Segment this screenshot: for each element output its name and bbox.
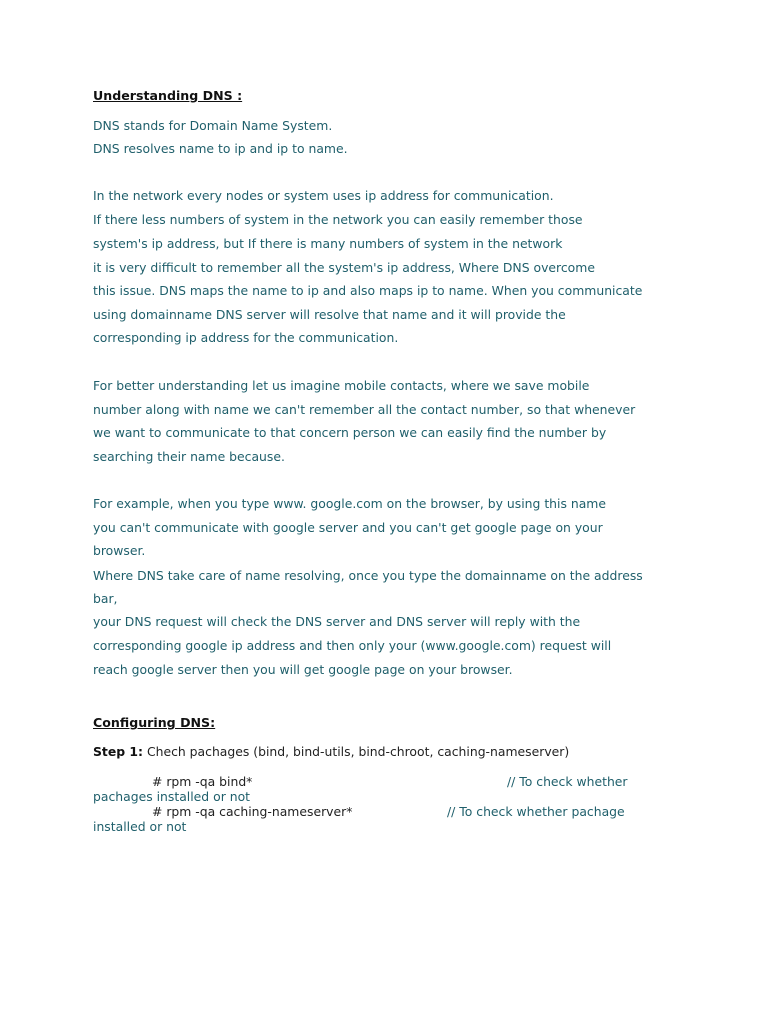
command-comment-wrap: pachages installed or not	[93, 789, 251, 804]
paragraph-line: you can't communicate with google server and you can't get google page on your	[93, 520, 603, 535]
command-rpm-bind: # rpm -qa bind*	[152, 774, 253, 789]
paragraph-line: system's ip address, but If there is many numbers of system in the network	[93, 236, 563, 251]
heading-understanding-dns: Understanding DNS :	[93, 88, 243, 103]
paragraph-line: reach google server then you will get google page on your browser.	[93, 662, 513, 677]
paragraph-line: your DNS request will check the DNS server and DNS server will reply with the	[93, 614, 581, 629]
paragraph-line: we want to communicate to that concern person we can easily find the number by	[93, 425, 607, 440]
paragraph-line: it is very difficult to remember all the system's ip address, Where DNS overcome	[93, 260, 595, 275]
paragraph-line: corresponding google ip address and then only your (www.google.com) request will	[93, 638, 612, 653]
paragraph-line: Where DNS take care of name resolving, once you type the domainname on the address	[93, 568, 643, 583]
paragraph-line: For better understanding let us imagine mobile contacts, where we save mobile	[93, 378, 590, 393]
paragraph-line: corresponding ip address for the communication.	[93, 330, 399, 345]
intro-line: DNS stands for Domain Name System.	[93, 118, 333, 133]
command-rpm-caching-nameserver: # rpm -qa caching-nameserver*	[152, 804, 353, 819]
command-comment: // To check whether	[507, 774, 628, 789]
paragraph-line: this issue. DNS maps the name to ip and also maps ip to name. When you communicate	[93, 283, 643, 298]
paragraph-line: bar,	[93, 591, 118, 606]
paragraph-line: using domainname DNS server will resolve that name and it will provide the	[93, 307, 566, 322]
intro-line: DNS resolves name to ip and ip to name.	[93, 141, 348, 156]
step-1-text: Chech pachages (bind, bind-utils, bind-chroot, caching-nameserver)	[143, 744, 570, 759]
command-comment-wrap: installed or not	[93, 819, 187, 834]
paragraph-line: browser.	[93, 543, 146, 558]
heading-configuring-dns: Configuring DNS:	[93, 715, 216, 730]
paragraph-line: number along with name we can't remember all the contact number, so that whenever	[93, 402, 636, 417]
step-1-label: Step 1:	[93, 744, 144, 759]
step-1-line	[93, 744, 569, 759]
paragraph-line: In the network every nodes or system uses ip address for communication.	[93, 188, 554, 203]
command-comment: // To check whether pachage	[447, 804, 625, 819]
paragraph-line: For example, when you type www. google.com on the browser, by using this name	[93, 496, 606, 511]
paragraph-line: searching their name because.	[93, 449, 285, 464]
paragraph-line: If there less numbers of system in the network you can easily remember those	[93, 212, 583, 227]
